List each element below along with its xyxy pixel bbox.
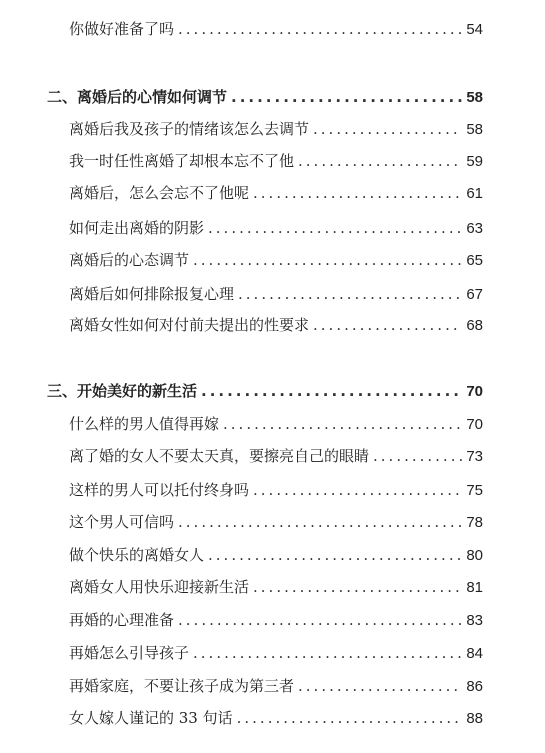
dot-leader [223,414,462,434]
toc-page-number: 75 [466,482,483,499]
toc-page-number: 63 [466,220,483,237]
toc-page-number: 58 [466,121,483,138]
toc-entry[interactable] [69,577,483,598]
dot-leader [178,19,462,39]
toc-entry-intro[interactable] [69,19,483,40]
toc-entry[interactable] [69,512,483,533]
toc-page-number: 86 [466,678,483,695]
toc-entry-title: 离婚后的心态调节 [69,251,190,269]
dot-leader [298,676,462,696]
dot-leader [373,446,462,466]
toc-entry[interactable] [69,315,483,336]
toc-page-number: 61 [466,185,483,202]
toc-entry-title: 离了婚的女人不要太天真，要擦亮自己的眼睛 [69,447,370,465]
dot-leader [208,545,462,565]
dot-leader [231,87,462,107]
toc-entry-title: 这个男人可信吗 [69,513,175,531]
toc-entry[interactable] [69,284,483,305]
toc-entry[interactable] [69,414,483,435]
toc-entry-title: 你做好准备了吗 [69,20,175,38]
toc-entry-title: 离婚后如何排除报复心理 [69,285,235,303]
toc-page-number: 65 [466,252,483,269]
dot-leader [193,250,462,270]
toc-section-heading-3[interactable] [47,381,483,402]
toc-entry-title: 如何走出离婚的阴影 [69,219,205,237]
toc-entry[interactable] [69,610,483,631]
toc-page-number: 68 [466,317,483,334]
toc-entry-title: 什么样的男人值得再嫁 [69,415,220,433]
dot-leader [237,708,463,728]
section-page-number: 70 [466,383,483,400]
dot-leader [201,381,462,401]
dot-leader [298,151,462,171]
dot-leader [193,643,462,663]
toc-entry[interactable] [69,218,483,239]
toc-section-heading-2[interactable] [47,87,483,108]
toc-page-number: 81 [466,579,483,596]
toc-page-number: 54 [466,21,483,38]
toc-entry[interactable] [69,708,483,729]
toc-entry-title: 我一时任性离婚了却根本忘不了他 [69,152,295,170]
dot-leader [313,315,462,335]
section-title: 三、开始美好的新生活 [47,382,198,400]
toc-page-number: 84 [466,645,483,662]
toc-entry[interactable] [69,119,483,140]
toc-entry-title: 再婚的心理准备 [69,611,175,629]
toc-entry-title: 再婚怎么引导孩子 [69,644,190,662]
dot-leader [178,610,462,630]
toc-entry[interactable] [69,643,483,664]
toc-page-number: 78 [466,514,483,531]
toc-entry-title: 再婚家庭，不要让孩子成为第三者 [69,677,295,695]
toc-page-number: 83 [466,612,483,629]
dot-leader [253,183,462,203]
toc-page-number: 88 [466,710,483,727]
toc-entry[interactable] [69,676,483,697]
dot-leader [208,218,462,238]
toc-entry[interactable] [69,250,483,271]
toc-entry-title: 女人嫁人谨记的 33 句话 [69,709,233,727]
toc-page-number: 59 [466,153,483,170]
toc-entry-title: 离婚后，怎么会忘不了他呢 [69,184,250,202]
toc-entry[interactable] [69,446,483,467]
toc-entry-title: 离婚女人用快乐迎接新生活 [69,578,250,596]
toc-entry-title: 这样的男人可以托付终身吗 [69,481,250,499]
toc-entry-title: 做个快乐的离婚女人 [69,546,205,564]
dot-leader [253,480,462,500]
dot-leader [238,284,462,304]
toc-entry-title: 离婚后我及孩子的情绪该怎么去调节 [69,120,310,138]
toc-entry[interactable] [69,480,483,501]
toc-page-number: 80 [466,547,483,564]
dot-leader [178,512,462,532]
toc-entry[interactable] [69,545,483,566]
toc-entry-title: 离婚女性如何对付前夫提出的性要求 [69,316,310,334]
toc-entry[interactable] [69,183,483,204]
dot-leader [253,577,462,597]
toc-page-number: 73 [466,448,483,465]
toc-entry[interactable] [69,151,483,172]
dot-leader [313,119,462,139]
toc-page-number: 70 [466,416,483,433]
toc-page-number: 67 [466,286,483,303]
section-page-number: 58 [466,89,483,106]
section-title: 二、离婚后的心情如何调节 [47,88,228,106]
